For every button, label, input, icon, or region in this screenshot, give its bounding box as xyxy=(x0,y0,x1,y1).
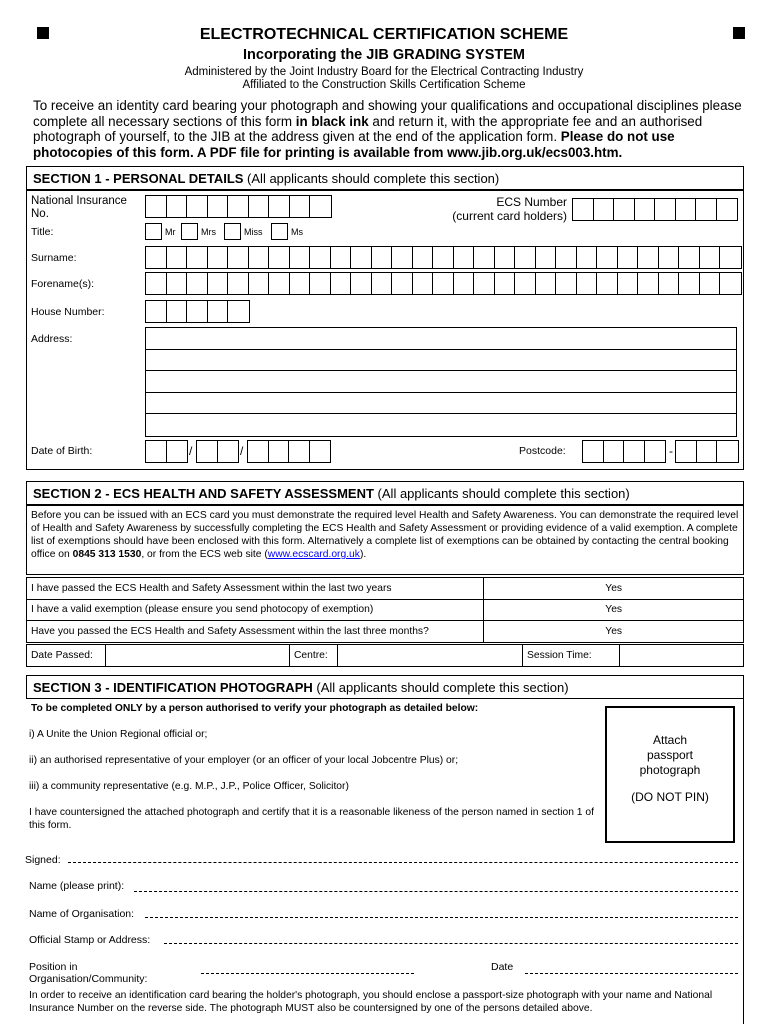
postcode-part1-field[interactable] xyxy=(582,440,666,463)
table-row xyxy=(27,645,744,667)
house-number-label: House Number: xyxy=(31,306,105,318)
centre-label: Centre: xyxy=(290,645,338,667)
stamp-line[interactable] xyxy=(164,943,738,944)
address-field[interactable] xyxy=(145,327,737,437)
postcode-label: Postcode: xyxy=(519,445,566,457)
section3-heading: SECTION 3 - IDENTIFICATION PHOTOGRAPH (All applicants should complete this section) xyxy=(26,675,744,699)
section3-border xyxy=(743,699,744,1024)
section3-instruction: To be completed ONLY by a person authorised to verify your photograph as detailed below: xyxy=(31,703,479,714)
answer-yes[interactable]: Yes xyxy=(484,621,744,643)
dob-label: Date of Birth: xyxy=(31,445,93,457)
authoriser-item-3: iii) a community representative (e.g. M.P., J.P., Police Officer, Solicitor) xyxy=(29,781,349,792)
title-ms-checkbox[interactable] xyxy=(271,223,288,240)
signed-label: Signed: xyxy=(25,854,61,866)
organisation-label: Name of Organisation: xyxy=(29,908,135,920)
position-line[interactable] xyxy=(201,973,414,974)
intro-paragraph: To receive an identity card bearing your photograph and showing your qualifications and occupational disciplines please complete all necessary sections of this form in black ink and return it, with the appropriate fee and an authorised photograph of yourself, to the JIB at the address given at the end of the application form. Please do not use photocopies of this form. A PDF file for printing is available from www.jib.org.uk/ecs003.htm. xyxy=(33,98,742,160)
table-row xyxy=(27,621,744,643)
ecs-number-field[interactable] xyxy=(572,198,738,221)
title-mr-checkbox[interactable] xyxy=(145,223,162,240)
print-name-label: Name (please print): xyxy=(29,880,125,892)
page-title: ELECTROTECHNICAL CERTIFICATION SCHEME xyxy=(199,26,569,43)
question-text: Have you passed the ECS Health and Safety Assessment within the last three months? xyxy=(27,621,484,643)
title-miss-label: Miss xyxy=(244,227,263,237)
centre-input[interactable] xyxy=(338,645,523,667)
table-row xyxy=(27,578,744,600)
photo-box-text: Attach xyxy=(652,733,688,747)
photo-instructions-footer: In order to receive an identification card bearing the holder's photograph, you should enclose a passport-size photograph with your name and National Insurance Number on the reverse side. The photograph MUST also be countersigned by one of the persons detailed above. xyxy=(29,990,713,1014)
title-mrs-label: Mrs xyxy=(201,227,216,237)
title-ms-label: Ms xyxy=(291,227,303,237)
ni-label: National Insurance xyxy=(31,195,127,207)
affiliate-line: Affiliated to the Construction Skills Certification Scheme xyxy=(242,79,526,91)
authoriser-item-1: i) A Unite the Union Regional official or; xyxy=(29,729,208,740)
print-name-line[interactable] xyxy=(134,891,738,892)
ni-number-field[interactable] xyxy=(145,195,332,218)
section1-heading: SECTION 1 - PERSONAL DETAILS (All applicants should complete this section) xyxy=(26,166,744,190)
question-text: I have passed the ECS Health and Safety Assessment within the last two years xyxy=(27,578,484,600)
photo-box-text: passport xyxy=(646,748,694,762)
title-mr-label: Mr xyxy=(165,227,176,237)
authoriser-item-2: ii) an authorised representative of your employer (or an officer of your local Jobcentre Plus) or; xyxy=(29,755,459,766)
dob-separator: / xyxy=(240,444,244,458)
dob-year-field[interactable] xyxy=(247,440,331,463)
stamp-label: Official Stamp or Address: xyxy=(29,934,151,946)
organisation-line[interactable] xyxy=(145,917,738,918)
ecs-label: ECS Number xyxy=(496,195,567,209)
postcode-separator: - xyxy=(669,444,673,458)
dob-day-field[interactable] xyxy=(145,440,188,463)
certification-statement: I have countersigned the attached photograph and certify that it is a reasonable likeness of the person named in section 1 of this form. xyxy=(29,807,594,831)
address-label: Address: xyxy=(31,333,73,345)
section2-heading: SECTION 2 - ECS HEALTH AND SAFETY ASSESSMENT (All applicants should complete this section) xyxy=(26,481,744,505)
photo-attach-box[interactable] xyxy=(605,706,735,843)
answer-yes[interactable]: Yes xyxy=(484,578,744,600)
postcode-part2-field[interactable] xyxy=(675,440,739,463)
ni-label-no: No. xyxy=(31,208,49,220)
signed-line[interactable] xyxy=(68,862,738,863)
page-subtitle: Incorporating the JIB GRADING SYSTEM xyxy=(243,47,525,63)
dob-month-field[interactable] xyxy=(196,440,239,463)
date-line[interactable] xyxy=(525,973,738,974)
forename-field[interactable] xyxy=(145,272,742,295)
title-label: Title: xyxy=(31,226,54,238)
house-number-field[interactable] xyxy=(145,300,250,323)
dob-separator: / xyxy=(189,444,193,458)
table-row xyxy=(27,599,744,621)
ecs-label-sub: (current card holders) xyxy=(452,209,567,223)
assessment-details-table xyxy=(26,644,744,667)
date-passed-label: Date Passed: xyxy=(27,645,106,667)
date-passed-input[interactable] xyxy=(106,645,290,667)
photo-box-note: (DO NOT PIN) xyxy=(631,790,709,804)
surname-field[interactable] xyxy=(145,246,742,269)
title-miss-checkbox[interactable] xyxy=(224,223,241,240)
session-time-label: Session Time: xyxy=(523,645,620,667)
date-label: Date xyxy=(491,961,514,973)
position-label: Position in xyxy=(29,961,78,973)
position-label-sub: Organisation/Community: xyxy=(29,973,148,985)
admin-line: Administered by the Joint Industry Board for the Electrical Contracting Industry xyxy=(184,66,584,78)
forename-label: Forename(s): xyxy=(31,278,95,290)
assessment-table xyxy=(26,577,744,643)
session-time-input[interactable] xyxy=(620,645,744,667)
answer-yes[interactable]: Yes xyxy=(484,599,744,621)
surname-label: Surname: xyxy=(31,252,77,264)
question-text: I have a valid exemption (please ensure you send photocopy of exemption) xyxy=(27,599,484,621)
section2-paragraph: Before you can be issued with an ECS card you must demonstrate the required level Health and Safety Awareness. You can demonstrate the required level of Health and Safety Awareness by successfully completing the ECS Health and Safety Assessment or providing evidence of a valid exemption. A complete list of exemptions should have been enclosed with this form. Alternatively a complete list of exemptions can be obtained by contacting the central booking office on 0845 313 1530, or from the ECS web site (www.ecscard.org.uk). xyxy=(31,510,739,560)
ecs-website-link[interactable]: www.ecscard.org.uk xyxy=(267,549,360,560)
photo-box-text: photograph xyxy=(639,763,701,777)
title-mrs-checkbox[interactable] xyxy=(181,223,198,240)
